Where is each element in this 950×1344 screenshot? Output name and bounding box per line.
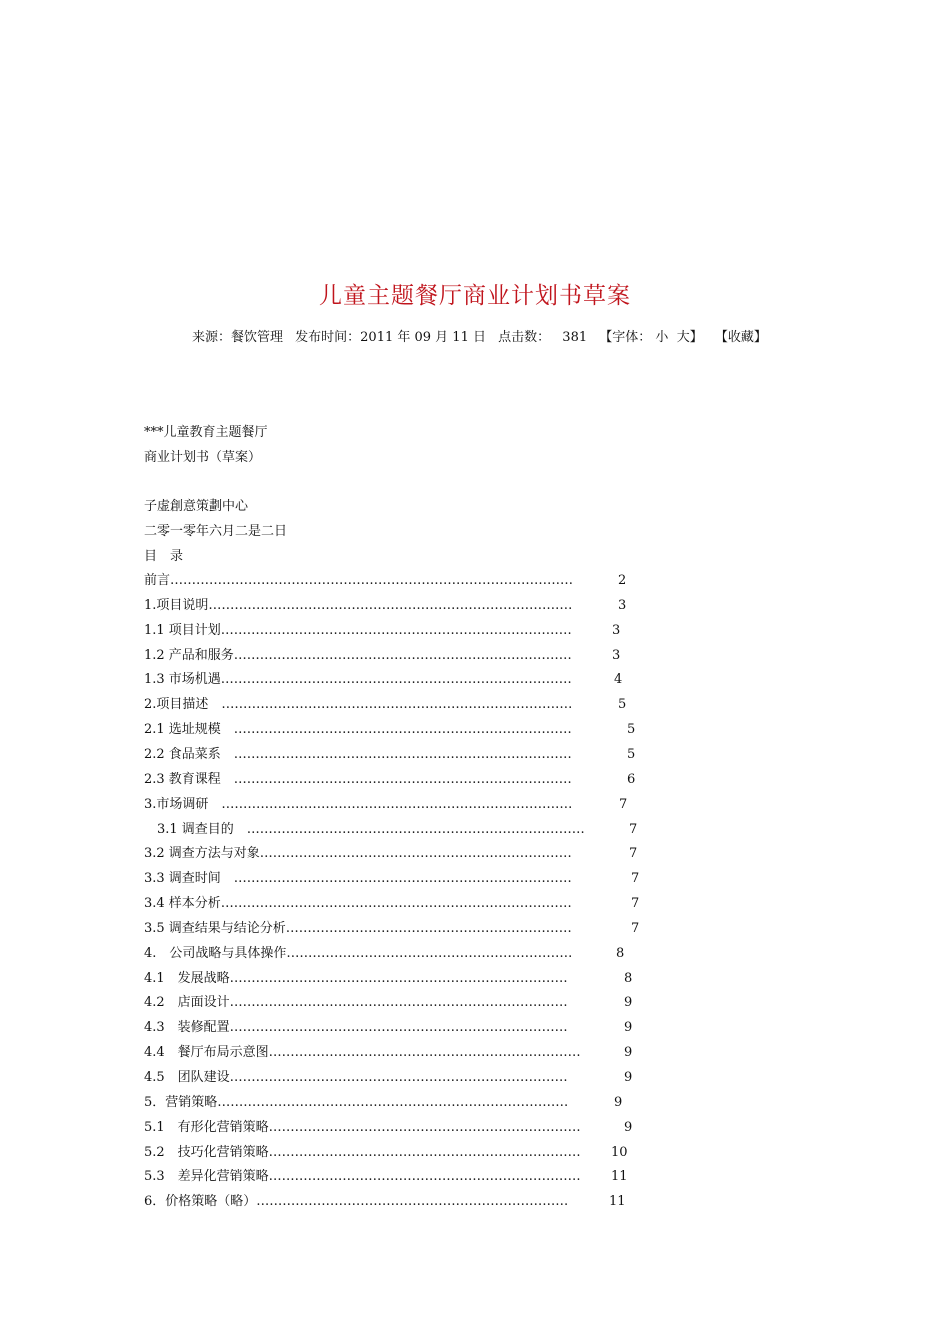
toc-entry-page: 7 xyxy=(631,896,640,912)
toc-entry[interactable] xyxy=(144,970,664,988)
toc-entry-label: 2.项目描述 ……………………………………………………………………… xyxy=(144,697,573,713)
toc-entry[interactable] xyxy=(144,647,664,665)
toc-entry[interactable] xyxy=(144,1044,664,1062)
toc-entry-page: 9 xyxy=(614,1094,623,1110)
toc-entry-label: 4. 公司战略与具体操作………………………………………………………… xyxy=(144,945,573,961)
toc-entry-page: 9 xyxy=(624,1070,633,1085)
toc-entry-label: 1.3 市场机遇……………………………………………………………………… xyxy=(144,672,572,688)
toc-entry[interactable] xyxy=(144,821,664,839)
toc-entry[interactable] xyxy=(144,671,664,689)
toc-entry-label: 4.1 发展战略…………………………………………………………………… xyxy=(144,970,568,986)
toc-entry[interactable] xyxy=(144,572,664,590)
toc-entry-page: 7 xyxy=(631,920,640,936)
toc-entry[interactable] xyxy=(144,945,664,963)
toc-entry[interactable] xyxy=(144,1168,664,1186)
toc-entry-label: 3.5 调查结果与结论分析………………………………………………………… xyxy=(144,920,572,936)
toc-entry[interactable] xyxy=(144,920,664,938)
toc-entry-label: 1.1 项目计划……………………………………………………………………… xyxy=(144,622,572,638)
toc-entry[interactable] xyxy=(144,696,664,714)
toc-entry[interactable] xyxy=(144,746,664,764)
favorite-link[interactable]: 【收藏】 xyxy=(714,330,767,345)
toc-entry-page: 6 xyxy=(627,771,636,787)
page-title: 儿童主题餐厅商业计划书草案 xyxy=(319,283,631,309)
toc-entry-page: 9 xyxy=(624,1045,633,1061)
toc-entry-page: 10 xyxy=(611,1144,628,1160)
intro-line-4: 二零一零年六月二是二日 xyxy=(144,524,288,539)
toc-entry-label: 1.项目说明………………………………………………………………………… xyxy=(144,597,573,613)
toc-entry-label: 3.3 调查时间 …………………………………………………………………… xyxy=(144,871,572,887)
meta-clicks-label: 点击数： xyxy=(498,330,551,345)
toc-entry-page: 9 xyxy=(624,1020,633,1036)
toc-entry[interactable] xyxy=(144,1069,664,1087)
toc-entry-label: 4.3 装修配置…………………………………………………………………… xyxy=(144,1020,568,1036)
toc-entry-label: 3.2 调查方法与对象……………………………………………………………… xyxy=(144,846,572,862)
intro-line-3: 子虚創意策劃中心 xyxy=(144,499,249,514)
toc-entry-page: 2 xyxy=(618,573,627,588)
toc-entry[interactable] xyxy=(144,1144,664,1162)
font-large-link[interactable]: 大】 xyxy=(676,330,703,345)
toc-entry-page: 5 xyxy=(627,722,636,738)
toc-entry[interactable] xyxy=(144,895,664,913)
toc-entry-label: 5.2 技巧化营销策略……………………………………………………………… xyxy=(144,1144,581,1160)
toc-entry-label: 前言………………………………………………………………………………… xyxy=(144,573,574,588)
toc-entry-label: 2.2 食品菜系 …………………………………………………………………… xyxy=(144,746,572,762)
toc-entry-label: 5.3 差异化营销策略……………………………………………………………… xyxy=(144,1169,581,1185)
toc-entry-page: 8 xyxy=(616,945,625,961)
meta-click-count: 381 xyxy=(562,330,588,345)
toc-entry[interactable] xyxy=(144,845,664,863)
intro-line-1: ***儿童教育主题餐厅 xyxy=(144,425,268,440)
toc-entry-page: 7 xyxy=(631,871,640,887)
toc-entry-label: 6．价格策略（略）……………………………………………………………… xyxy=(144,1194,569,1210)
font-size-label: 【字体： xyxy=(599,330,652,345)
intro-line-2: 商业计划书（草案） xyxy=(144,450,262,465)
toc-entry-page: 8 xyxy=(624,970,633,986)
toc-entry-page: 9 xyxy=(624,995,633,1011)
toc-entry-label: 5.1 有形化营销策略……………………………………………………………… xyxy=(144,1119,581,1135)
toc-entry-label: 3.4 样本分析……………………………………………………………………… xyxy=(144,896,572,912)
toc-entry-label: 4.5 团队建设…………………………………………………………………… xyxy=(144,1070,568,1085)
toc-entry-label: 4.2 店面设计…………………………………………………………………… xyxy=(144,995,568,1011)
toc-entry-label: 3.市场调研 ……………………………………………………………………… xyxy=(144,796,573,812)
toc-entry-label: 1.2 产品和服务…………………………………………………………………… xyxy=(144,647,572,663)
toc-entry-label: 2.1 选址规模 …………………………………………………………………… xyxy=(144,722,572,738)
toc-entry-page: 4 xyxy=(614,672,623,688)
toc-entry[interactable] xyxy=(144,622,664,640)
toc-entry-label: 5．营销策略……………………………………………………………………… xyxy=(144,1094,569,1110)
toc-entry[interactable] xyxy=(144,1094,664,1112)
toc-entry-page: 7 xyxy=(629,821,638,837)
toc-entry-page: 3 xyxy=(612,647,621,663)
toc-entry[interactable] xyxy=(144,1193,664,1211)
toc-entry-page: 11 xyxy=(609,1194,626,1210)
toc-entry-label: 2.3 教育课程 …………………………………………………………………… xyxy=(144,771,572,787)
toc-entry-page: 3 xyxy=(618,597,627,613)
toc-entry-label: 3.1 调查目的 …………………………………………………………………… xyxy=(144,821,585,837)
article-meta xyxy=(192,329,767,347)
toc-entry-label: 4.4 餐厅布局示意图……………………………………………………………… xyxy=(144,1045,581,1061)
toc-entry-page: 5 xyxy=(618,697,627,713)
toc-entry-page: 3 xyxy=(612,622,621,638)
toc-entry-page: 5 xyxy=(627,746,636,762)
toc-entry[interactable] xyxy=(144,1119,664,1137)
toc-entry-page: 11 xyxy=(611,1169,628,1185)
toc-entry[interactable] xyxy=(144,1019,664,1037)
toc-entry[interactable] xyxy=(144,796,664,814)
toc-entry[interactable] xyxy=(144,771,664,789)
toc-heading: 目 录 xyxy=(144,549,184,564)
toc-entry-page: 9 xyxy=(624,1119,633,1135)
meta-source: 来源：餐饮管理 xyxy=(192,330,284,345)
toc-entry-page: 7 xyxy=(619,796,628,812)
toc-entry-page: 7 xyxy=(629,846,638,862)
toc-entry[interactable] xyxy=(144,994,664,1012)
toc-entry[interactable] xyxy=(144,870,664,888)
toc-entry[interactable] xyxy=(144,597,664,615)
toc-entry[interactable] xyxy=(144,721,664,739)
font-small-link[interactable]: 小 xyxy=(655,330,669,345)
meta-published: 发布时间：2011 年 09 月 11 日 xyxy=(295,330,486,345)
